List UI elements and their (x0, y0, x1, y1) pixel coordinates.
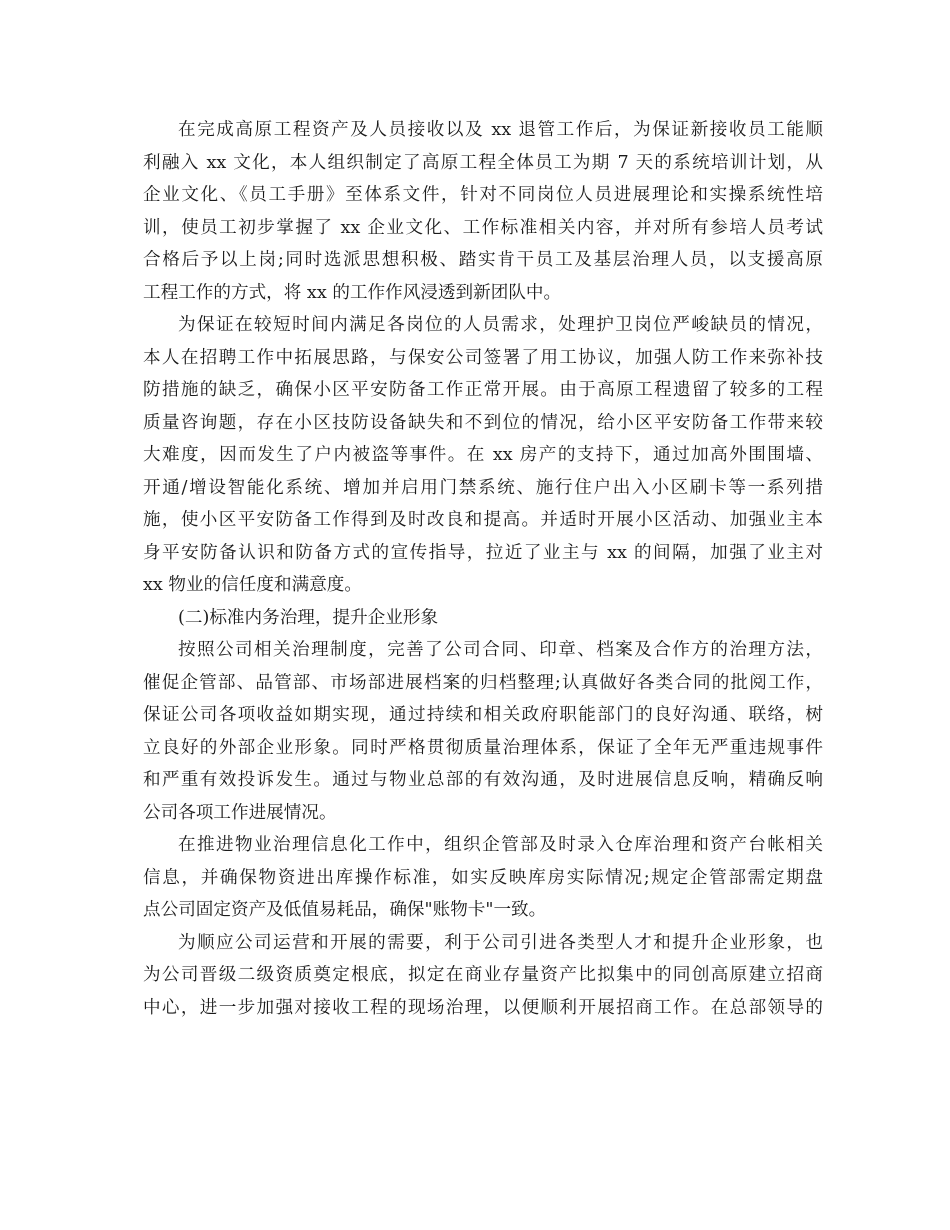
paragraph-6-line-2: 为公司晋级二级资质奠定根底，拟定在商业存量资产比拟集中的同创高原建立招商 (143, 965, 823, 985)
paragraph-4-line-2: 催促企管部、品管部、市场部进展档案的归档整理;认真做好各类合同的批阅工作， (143, 672, 823, 693)
paragraph-5-line-3: 点公司固定资产及低值易耗品，确保"账物卡"一致。 (143, 900, 547, 920)
section-heading: (二)标准内务治理，提升企业形象 (178, 607, 439, 628)
paragraph-1-line-1: 在完成高原工程资产及人员接收以及 xx 退管工作后，为保证新接收员工能顺 (178, 120, 823, 140)
paragraph-2-line-6: 开通/增设智能化系统、增加并启用门禁系统、施行住户出入小区刷卡等一系列措 (143, 477, 823, 498)
paragraph-4-line-4: 立良好的外部企业形象。同时严格贯彻质量治理体系，保证了全年无严重违规事件 (143, 737, 823, 758)
paragraph-4-line-6: 公司各项工作进展情况。 (143, 802, 337, 823)
paragraph-1-line-5: 合格后予以上岗;同时选派思想积极、踏实肯干员工及基层治理人员，以支援高原 (143, 250, 823, 270)
paragraph-2-line-2: 本人在招聘工作中拓展思路，与保安公司签署了用工协议，加强人防工作来弥补技 (143, 347, 823, 368)
paragraph-2-line-9: xx 物业的信任度和满意度。 (143, 575, 362, 595)
paragraph-1-line-2: 利融入 xx 文化，本人组织制定了高原工程全体员工为期 7 天的系统培训计划，从 (143, 152, 823, 173)
paragraph-2-line-4: 质量咨询题，存在小区技防设备缺失和不到位的情况，给小区平安防备工作带来较 (143, 412, 823, 433)
paragraph-2-line-8: 身平安防备认识和防备方式的宣传指导，拉近了业主与 xx 的间隔，加强了业主对 (143, 542, 823, 563)
paragraph-5-line-1: 在推进物业治理信息化工作中，组织企管部及时录入仓库治理和资产台帐相关 (178, 835, 823, 855)
paragraph-1-line-4: 训，使员工初步掌握了 xx 企业文化、工作标准相关内容，并对所有参培人员考试 (143, 217, 823, 238)
document-body (143, 114, 823, 1024)
paragraph-6-line-1: 为顺应公司运营和开展的需要，利于公司引进各类型人才和提升企业形象，也 (178, 932, 823, 953)
paragraph-1-line-6: 工程工作的方式，将 xx 的工作作风浸透到新团队中。 (143, 282, 562, 303)
paragraph-6-line-3: 中心，进一步加强对接收工程的现场治理，以便顺利开展招商工作。在总部领导的 (143, 997, 823, 1018)
paragraph-2-line-7: 施，使小区平安防备工作得到及时改良和提高。并适时开展小区活动、加强业主本 (143, 510, 823, 530)
paragraph-1-line-3: 企业文化、《员工手册》至体系文件，针对不同岗位人员进展理论和实操系统性培 (143, 185, 823, 205)
paragraph-4-line-1: 按照公司相关治理制度，完善了公司合同、印章、档案及合作方的治理方法， (178, 640, 823, 660)
paragraph-4-line-5: 和严重有效投诉发生。通过与物业总部的有效沟通，及时进展信息反响，精确反响 (143, 770, 823, 790)
paragraph-2-line-1: 为保证在较短时间内满足各岗位的人员需求，处理护卫岗位严峻缺员的情况， (178, 315, 823, 335)
paragraph-2-line-3: 防措施的缺乏，确保小区平安防备工作正常开展。由于高原工程遗留了较多的工程 (143, 380, 823, 400)
paragraph-2-line-5: 大难度，因而发生了户内被盗等事件。在 xx 房产的支持下，通过加高外围围墙、 (143, 445, 823, 465)
paragraph-4-line-3: 保证公司各项收益如期实现，通过持续和相关政府职能部门的良好沟通、联络，树 (143, 705, 823, 725)
paragraph-5-line-2: 信息，并确保物资进出库操作标准，如实反映库房实际情况;规定企管部需定期盘 (143, 867, 823, 888)
